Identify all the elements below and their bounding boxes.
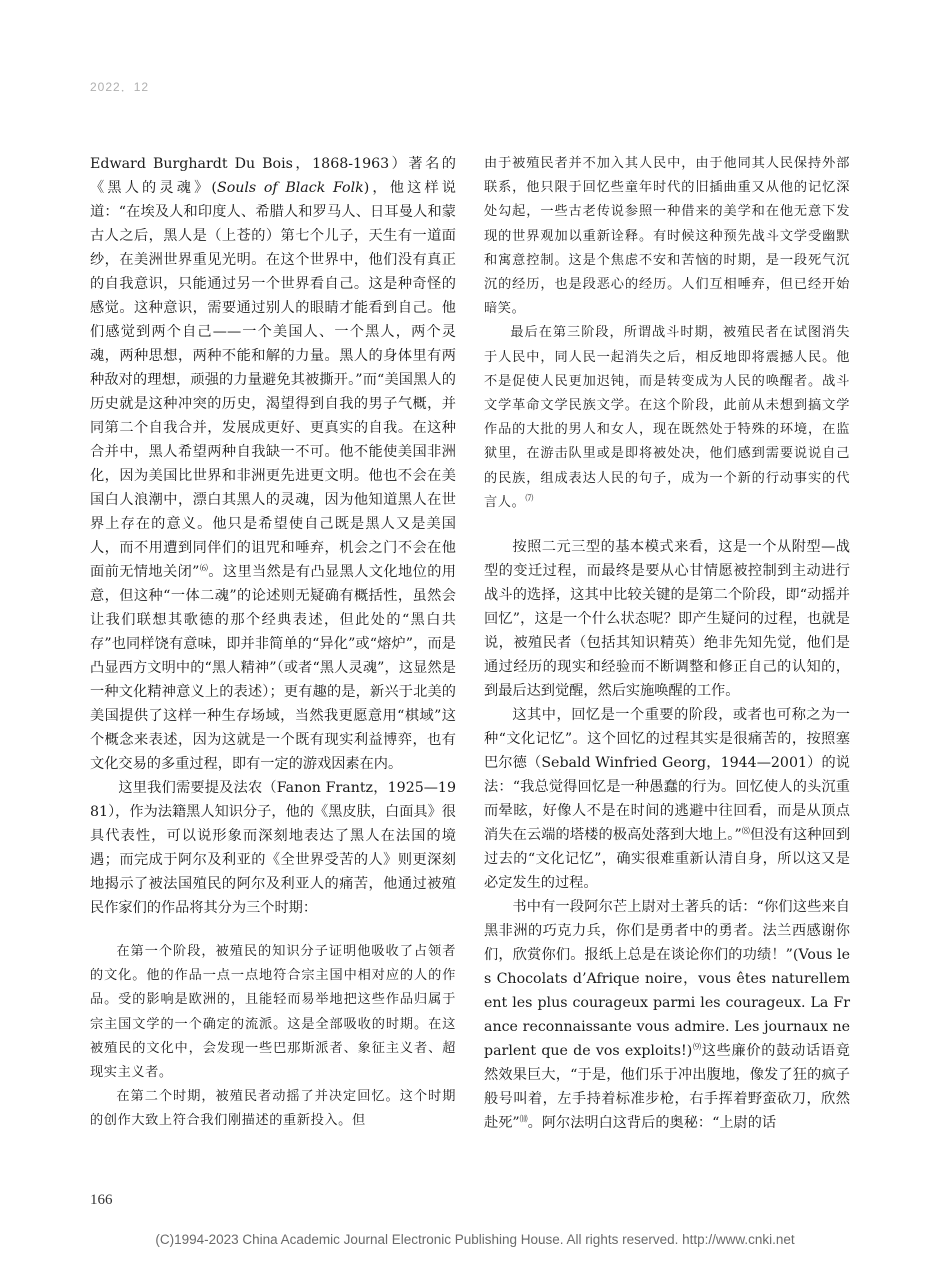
left-column (90, 152, 456, 1134)
quote-third-stage (484, 321, 850, 515)
page-number: 166 (90, 1192, 113, 1208)
copyright-footer: (C)1994-2023 China Academic Journal Electronic Publishing House. All rights reserved. http://www.cnki.net (155, 1232, 795, 1247)
text-segment: Edward Burghardt Du Bois，1868-1963）著名的《黑人的灵魂》( (90, 156, 456, 196)
text-segment: 书中有一段阿尔芒上尉对土著兵的话：“你们这些来自黑非洲的巧克力兵，你们是勇者中的勇者。法兰西感谢你们，欣赏你们。报纸上总是在谈论你们的功绩！”(Vous les Chocolats d’Afrique noire，vous êtes naturellement les plus courageux parmi les courageux. La France reconnaissante vous admire. Les journaux ne parlent que de vos exploits!) (484, 899, 850, 1060)
footnote-ref[interactable]: ⑺ (525, 493, 534, 503)
text-segment: 这其中，回忆是一个重要的阶段，或者也可称之为一种“文化记忆”。这个回忆的过程其实是很痛苦的，按照塞巴尔德（Sebald Winfried Georg，1944—2001）的说法：“我总觉得回忆是一种愚蠢的行为。回忆使人的头沉重而晕眩，好像人不是在时间的逃避中往回看，而是从顶点消失在云端的塔楼的极高处落到大地上。” (484, 707, 850, 844)
footnote-ref[interactable]: ⑹ (199, 563, 209, 573)
footnote-ref[interactable]: ⑽ (519, 1114, 528, 1124)
paragraph-dubois (90, 152, 456, 776)
quote-first-stage: 在第一个阶段，被殖民的知识分子证明他吸收了占领者的文化。他的作品一点一点地符合宗主国中相对应的人的作品。受的影响是欧洲的，且能轻而易举地把这些作品归属于宗主国文学的一个确定的流派。这是全部吸收的时期。在这被殖民的文化中，会发现一些巴那斯派者、象征主义者、超现实主义者。 (90, 944, 456, 1081)
right-column (484, 152, 850, 1135)
quote-second-stage: 在第二个时期，被殖民者动摇了并决定回忆。这个时期的创作大致上符合我们刚描述的重新投入。但 (90, 1089, 456, 1129)
text-segment: 这些廉价的鼓动话语竟然效果巨大，“于是，他们乐于冲出腹地，像发了狂的疯子般号叫着，左手持着标准步枪，右手挥着野蛮砍刀，欣然赴死” (484, 1043, 850, 1132)
paragraph-armand-speech (484, 895, 850, 1135)
footnote-ref[interactable]: ⑼ (692, 1042, 702, 1052)
paragraph-fanon: 这里我们需要提及法农（Fanon Frantz，1925—1981），作为法籍黑人知识分子，他的《黑皮肤，白面具》很具代表性，可以说形象而深刻地表达了黑人在法国的境遇；而完成于阿尔及利亚的《全世界受苦的人》则更深刻地揭示了被法国殖民的阿尔及利亚人的痛苦，他通过被殖民作家们的作品将其分为三个时期： (90, 780, 456, 916)
text-segment: 最后在第三阶段，所谓战斗时期，被殖民者在试图消失于人民中，同人民一起消失之后，相反地即将震撼人民。他不是促使人民更加迟钝，而是转变成为人民的唤醒者。战斗文学革命文学民族文学。在这个阶段，此前从未想到搞文学作品的大批的男人和女人，现在既然处于特殊的环境，在监狱里，在游击队里或是即将被处决，他们感到需要说说自己的民族，组成表达人民的句子，成为一个新的行动事实的代言人。 (484, 325, 850, 510)
paragraph-binary-model: 按照二元三型的基本模式来看，这是一个从附型—战型的变迁过程，而最终是要从心甘情愿被控制到主动进行战斗的选择，这其中比较关键的是第二个阶段，即“动摇并回忆”，这是一个什么状态呢？即产生疑问的过程，也就是说，被殖民者（包括其知识精英）绝非先知先觉，他们是通过经历的现实和经验而不断调整和修正自己的认知的，到最后达到觉醒，然后实施唤醒的工作。 (484, 539, 850, 700)
text-segment: 。阿尔法明白这背后的奥秘：“上尉的话 (527, 1115, 777, 1132)
header-date: 2022．12 (90, 80, 150, 94)
footnote-ref[interactable]: ⑻ (741, 826, 750, 836)
paragraph-cultural-memory (484, 703, 850, 895)
text-segment: )，他这样说道：“在埃及人和印度人、希腊人和罗马人、日耳曼人和蒙古人之后，黑人是（上苍的）第七个儿子，天生有一道面纱，在美洲世界重见光明。在这个世界中，他们没有真正的自我意识，只能通过另一个世界看自己。这是种奇怪的感觉。这种意识，需要通过别人的眼睛才能看到自己。他们感觉到两个自己——一个美国人、一个黑人，两个灵魂，两种思想，两种不能和解的力量。黑人的身体里有两种敌对的理想，顽强的力量避免其被撕开。”而“美国黑人的历史就是这种冲突的历史，渴望得到自我的男子气概，并同第二个自我合并，发展成更好、更真实的自我。在这种合并中，黑人希望两种自我缺一不可。他不能使美国非洲化，因为美国比世界和非洲更先进更文明。他也不会在美国白人浪潮中，漂白其黑人的灵魂，因为他知道黑人在世界上存在的意义。他只是希望使自己既是黑人又是美国人，而不用遭到同伴们的诅咒和唾弃，机会之门不会在他面前无情地关闭” (90, 180, 456, 580)
text-segment: 但没有这种回到过去的“文化记忆”，确实很难重新认清自身，所以这又是必定发生的过程。 (484, 827, 851, 892)
text-segment: 。这里当然是有凸显黑人文化地位的用意，但这种“一体二魂”的论述则无疑确有概括性，虽然会让我们联想其歌德的那个经典表述，但此处的“黑白共存”也同样饶有意味，即并非简单的“异化”或“熔炉”，而是凸显西方文明中的“黑人精神”（或者“黑人灵魂”，这显然是一种文化精神意义上的表述）；更有趣的是，新兴于北美的美国提供了这样一种生存场域，当然我更愿意用“棋域”这个概念来表述，因为这就是一个既有现实利益博弈，也有文化交易的多重过程，即有一定的游戏因素在内。 (90, 564, 456, 772)
book-title-italic: Souls of Black Folk (216, 180, 364, 196)
quote-second-stage-cont: 由于被殖民者并不加入其人民中，由于他同其人民保持外部联系，他只限于回忆些童年时代的旧插曲重又从他的记忆深处勾起，一些古老传说参照一种借来的美学和在他无意下发现的世界观加以重新诠释。有时候这种预先战斗文学受幽默和寓意控制。这是个焦虑不安和苦恼的时期，是一段死气沉沉的经历，也是段恶心的经历。人们互相唾弃，但已经开始暗笑。 (484, 156, 850, 317)
